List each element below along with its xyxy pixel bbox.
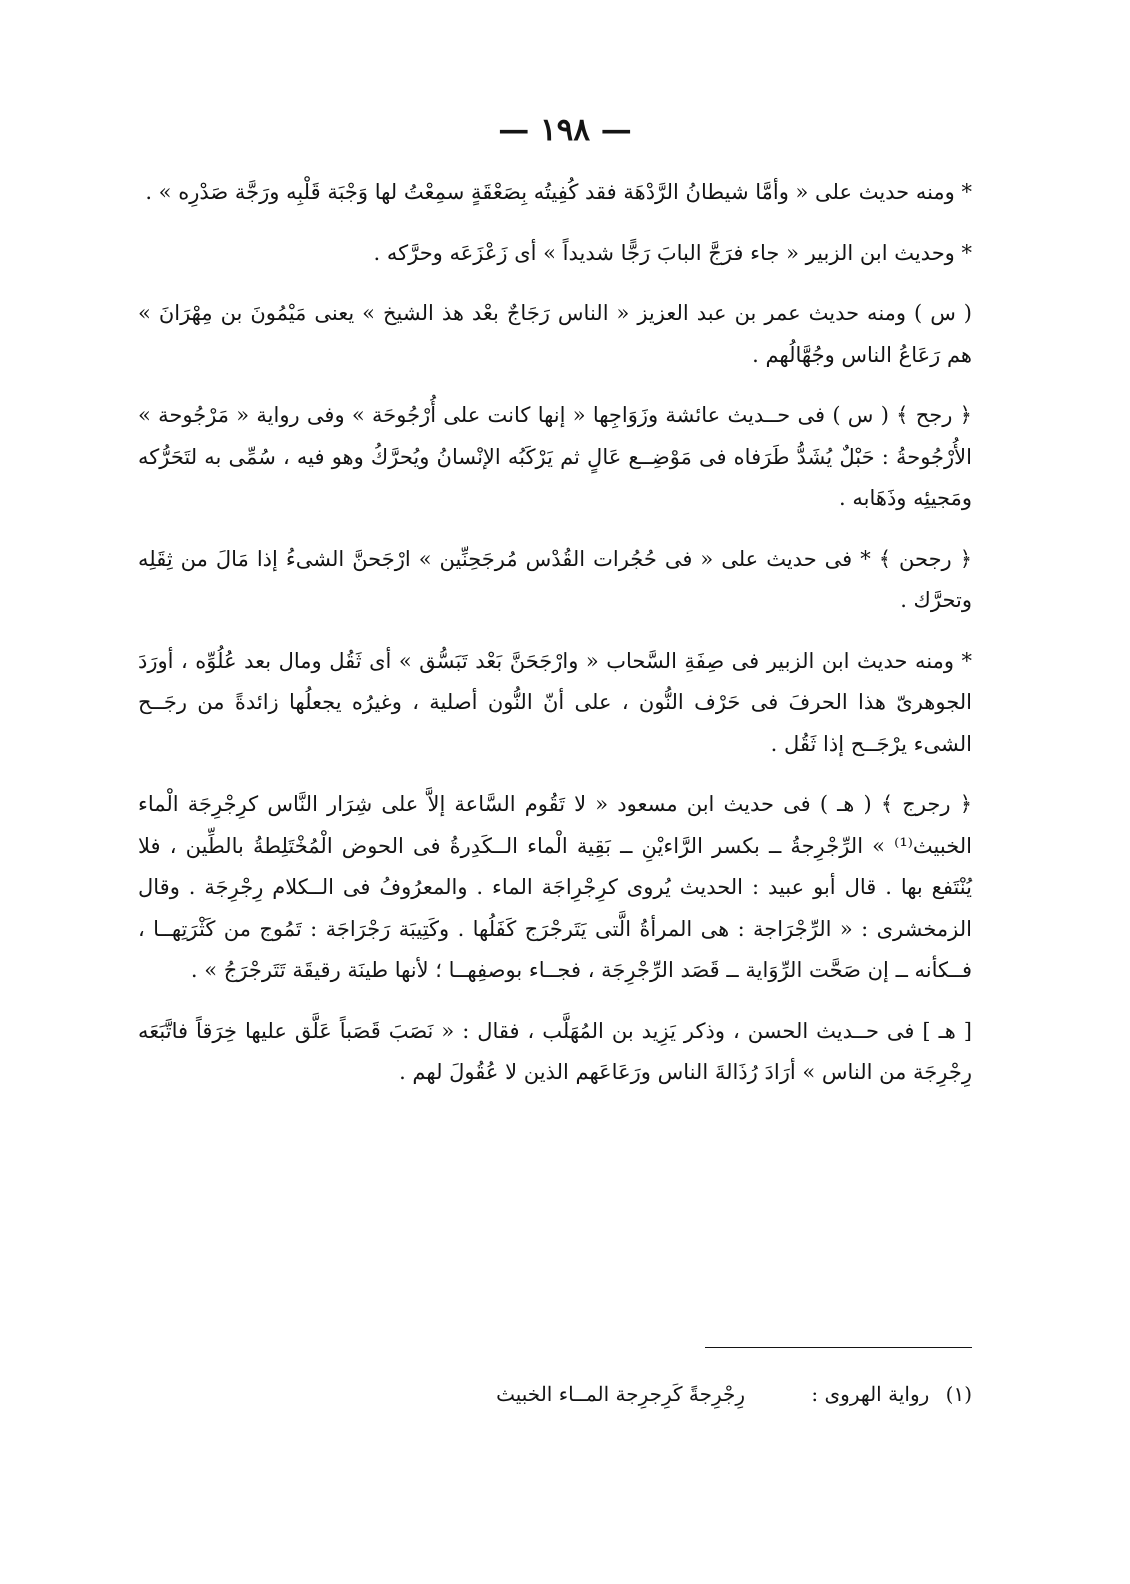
paragraph-entry-rajahan: ﴿ رجحن ﴾ * فى حديث على « فى حُجُرات القُدْس مُرجَحِنِّين » ارْجَحنَّ الشىءُ إذا مَالَ من ثِقَلِه وتحرَّك . <box>138 546 972 612</box>
footnote-number: (١) <box>945 1382 972 1406</box>
paragraph-entry-rajah: ﴿ رجح ﴾ ( س ) فى حــديث عائشة وزَوَاجِها « إنها كانت على أُرْجُوحَة » وفى رواية « مَرْجُوحة » الأُرْجُوحةُ : حَبْلٌ يُشَدُّ طَرَفاه فى مَوْضِــع عَالٍ ثم يَرْكَبُه الإنْسانُ ويُحرَّكُ وهو فيه ، سُمِّى به لتَحَرُّكه ومَجيئِه وذَهَابه . <box>138 403 972 510</box>
footnote <box>380 1376 972 1412</box>
paragraph-entry-rajraj: ﴿ رجرج ﴾ ( هـ ) فى حديث ابن مسعود « لا تَقُوم السَّاعة إلاَّ على شِرَار النَّاس كرِجْرِجَة الْماء الخبيث⁽¹⁾ » الرِّجْرِجةُ ــ بكسر الرَّاءيْنِ ــ بَقِية الْماء الــكَدِرةُ فى الحوض الْمُخْتَلِطةُ بالطِّين ، فلا يُنْتَفع بها . قال أبو عبيد : الحديث يُروى كرِجْرِاجَة الماء . والمعرُوفُ فى الــكلام رِجْرِجَة . وقال الزمخشرى : « الرِّجْرَاجة : هى المرأةُ الَّتى يَتَرجْرَج كَفَلُها . وكَتِيبَة رَجْرَاجَة : تَمُوج من كَثْرَتِهــا ، فــكأنه ــ إن صَحَّت الرِّوَاية ــ قَصَد الرِّجْرِجَة ، فجــاء بوصفِهــا ؛ لأنها طينَة رقيقَة تَتَرجْرَجُ » . <box>138 792 972 982</box>
paragraph-umar-abdulaziz: ( س ) ومنه حديث عمر بن عبد العزيز « الناس رَجَاجٌ بعْد هذ الشيخ » يعنى مَيْمُونَ بن مِهْرَانَ » هم رَعَاعُ الناس وجُهَّالُهم . <box>138 301 972 367</box>
paragraph-raddha-hadith: * ومنه حديث على « وأمَّا شيطانُ الرَّدْهَة فقد كُفِيتُه بِصَعْقَةٍ سمِعْتُ لها وَجْبَة قَلْبِه ورَجَّة صَدْرِه » . <box>145 180 972 204</box>
paragraph-hasan-hadith: [ هـ ] فى حــديث الحسن ، وذكر يَزِيد بن المُهَلَّب ، فقال : « نَصَبَ قَصَباً عَلَّق عليها خِرَقاً فاتَّبَعَه رِجْرِجَة من الناس » أرَادَ رُذَالةَ الناس ورَعَاعَهم الذين لا عُقُولَ لهم . <box>138 1018 972 1084</box>
paragraph-zubayr-clouds: * ومنه حديث ابن الزبير فى صِفَةِ السَّحاب « وارْجَحَنَّ بَعْد تَبَسُّق » أى ثَقُل ومال بعد عُلُوِّه ، أورَدَ الجوهرىّ هذا الحرفَ فى حَرْف النُّون ، على أنّ النُّون أصلية ، وغيرُه يجعلُها زائدةً من رجَــح الشىء يرْجَــح إذا ثَقُل . <box>138 648 973 756</box>
paragraph-zubayr-door: * وحديث ابن الزبير « جاء فرَجَّ البابَ رَجًّا شديداً » أى زَعْزَعَه وحرَّكه . <box>373 240 972 265</box>
footnote-divider <box>705 1347 972 1348</box>
main-text <box>138 172 972 1113</box>
footnote-label: رواية الهروى : <box>811 1382 930 1406</box>
footnote-text: رِجْرِجةً كَرِجرِجة المــاء الخبيث <box>496 1382 746 1406</box>
page-number: — ١٩٨ — <box>498 112 632 148</box>
